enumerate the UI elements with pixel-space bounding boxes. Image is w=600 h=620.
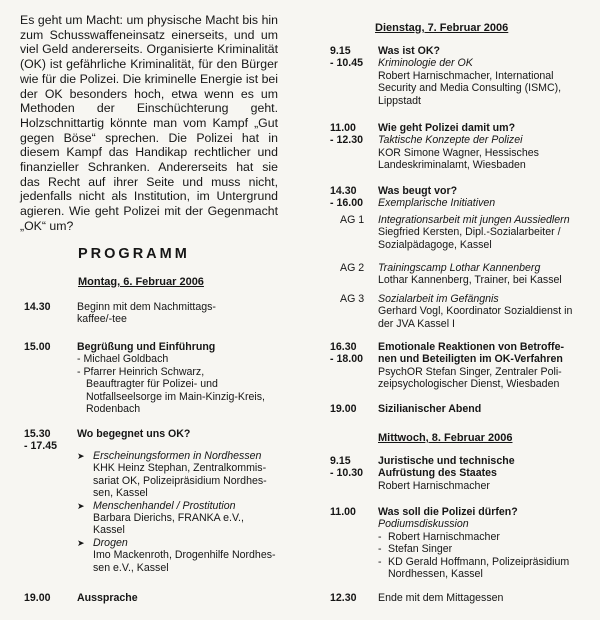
- entry-title: Was ist OK?: [378, 45, 441, 57]
- entry-title-cont: nen und Beteiligten im OK-Verfahren: [378, 353, 563, 366]
- entry-subtitle: Taktische Konzepte der Polizei: [378, 134, 523, 147]
- ag-title: Trainingscamp Lothar Kannenberg: [378, 262, 541, 274]
- item-line: Kassel: [93, 524, 125, 537]
- entry-title: Was beugt vor?: [378, 185, 458, 197]
- item-line: sen, Kassel: [93, 487, 148, 500]
- intro-text: Es geht um Macht: um physische Macht bis hin zum Schusswaffeneinsatz einerseits, und um viel Geld andererseits. Organisierte Kriminalität (OK) ist gefährliche Kriminalität, für den Bürger wie für die Polizei. Die kriminelle Energie ist bei der OK besonders hoch, etwa wenn es um Methoden der Einschüchterung geht. Holzschnittartig könnte man vom Kampf „Gut gegen Böse“ sprechen. Die Polizei hat in diesem Kampf das Handikap rechtlicher und finanzieller Schranken. Andererseits hat sie das Recht auf ihrer Seite und muss nicht, jedenfalls nicht als Institution, im Untergrund agieren. Wie geht Polizei mit der Gegenmacht „OK“ um?: [20, 13, 278, 233]
- entry-title: Ende mit dem Mittagessen: [378, 592, 504, 604]
- item-line: Imo Mackenroth, Drogenhilfe Nordhes-: [93, 549, 276, 562]
- entry-title: Emotionale Reaktionen von Betroffe-: [378, 341, 565, 353]
- list-item: [77, 450, 317, 500]
- monday-heading: Montag, 6. Februar 2006: [78, 276, 204, 288]
- tuesday-heading: Dienstag, 7. Februar 2006: [375, 22, 509, 34]
- speaker-detail: Beauftragter für Polizei- und: [86, 378, 218, 391]
- programm-title: PROGRAMM: [78, 246, 190, 262]
- arrow-icon: ➤: [77, 537, 85, 548]
- time-end: - 10.30: [330, 467, 363, 480]
- speaker-line: Robert Harnischmacher, International: [378, 69, 554, 82]
- time: [330, 185, 378, 210]
- speaker-line: Lippstadt: [378, 94, 421, 107]
- item-line: sen e.V., Kassel: [93, 561, 169, 574]
- ag-line: Gerhard Vogl, Koordinator Sozialdienst in: [378, 305, 573, 318]
- ag-title: Sozialarbeit im Gefängnis: [378, 293, 499, 305]
- time-end: - 12.30: [330, 134, 363, 147]
- item-title: Menschenhandel / Prostitution: [93, 499, 236, 512]
- time-start: 14.30: [330, 185, 357, 197]
- list-item: [77, 537, 317, 574]
- speaker-line: KOR Simone Wagner, Hessisches: [378, 146, 539, 159]
- time: 11.00: [330, 506, 356, 518]
- item-title: Erscheinungsformen in Nordhessen: [93, 450, 262, 462]
- time: 15.00: [24, 341, 51, 353]
- time-start: 16.30: [330, 341, 357, 353]
- time-end: - 10.45: [330, 57, 363, 70]
- ag-line: der JVA Kassel I: [378, 317, 455, 330]
- time-end: - 17.45: [24, 440, 57, 453]
- item-line: KHK Heinz Stephan, Zentralkommis-: [93, 462, 267, 475]
- arrow-icon: ➤: [77, 451, 85, 461]
- time: [330, 341, 378, 366]
- ag-label: AG 2: [340, 262, 365, 274]
- speaker-line: Landeskriminalamt, Wiesbaden: [378, 159, 526, 172]
- entry-title: Wie geht Polizei damit um?: [378, 122, 516, 134]
- time-end: - 16.00: [330, 197, 363, 210]
- time-start: 9.15: [330, 455, 351, 467]
- ag-title: Integrationsarbeit mit jungen Aussiedlern: [378, 214, 570, 226]
- ag-label: AG 3: [340, 293, 365, 305]
- panel-member: - KD Gerald Hoffmann, Polizeipräsidium: [378, 555, 570, 568]
- time-end: - 18.00: [330, 353, 363, 366]
- speaker-line: Robert Harnischmacher: [378, 479, 490, 492]
- entry-title: Sizilianischer Abend: [378, 403, 482, 415]
- entry-title: Wo begegnet uns OK?: [77, 428, 191, 440]
- ag-label: AG 1: [340, 214, 365, 226]
- time: [24, 428, 72, 453]
- item-line: sariat OK, Polizeipräsidium Nordhes-: [93, 474, 267, 487]
- entry-title-cont: Aufrüstung des Staates: [378, 467, 497, 480]
- time: 19.00: [24, 592, 51, 604]
- time-start: 9.15: [330, 45, 351, 57]
- entry-subtitle: Exemplarische Initiativen: [378, 197, 496, 210]
- speaker-line: Security and Media Consulting (ISMC),: [378, 82, 562, 95]
- speaker-detail: Rodenbach: [86, 403, 141, 416]
- entry-title: Juristische und technische: [378, 455, 515, 467]
- ag-line: Siegfried Kersten, Dipl.-Sozialarbeiter /: [378, 226, 561, 239]
- entry-subtitle: Podiumsdiskussion: [378, 518, 469, 531]
- entry-subtitle: Kriminologie der OK: [378, 57, 473, 70]
- speaker-line: - Michael Goldbach: [77, 353, 169, 366]
- panel-member-detail: Nordhessen, Kassel: [388, 568, 483, 581]
- item-title: Drogen: [93, 536, 128, 549]
- entry-title-cont: kaffee/-tee: [77, 313, 127, 326]
- time-start: 15.30: [24, 428, 51, 440]
- panel-member: - Robert Harnischmacher: [378, 530, 500, 543]
- entry-title: Beginn mit dem Nachmittags-: [77, 301, 216, 313]
- entry-title: Was soll die Polizei dürfen?: [378, 506, 518, 518]
- entry-title: Aussprache: [77, 592, 138, 604]
- speaker-line: PsychOR Stefan Singer, Zentraler Poli-: [378, 365, 562, 378]
- time: 19.00: [330, 403, 357, 415]
- time-start: 11.00: [330, 122, 356, 134]
- wednesday-heading: Mittwoch, 8. Februar 2006: [378, 432, 513, 444]
- arrow-icon: ➤: [77, 500, 85, 511]
- time: [330, 45, 378, 70]
- speaker-line: zeipsychologischer Dienst, Wiesbaden: [378, 378, 560, 391]
- speaker-detail: Notfallseelsorge im Main-Kinzig-Kreis,: [86, 390, 265, 403]
- item-line: Barbara Dierichs, FRANKA e.V.,: [93, 512, 244, 525]
- entry-title: Begrüßung und Einführung: [77, 341, 216, 353]
- list-item: [77, 500, 317, 537]
- time: [330, 455, 378, 480]
- time: [330, 122, 378, 147]
- ag-line: Sozialpädagoge, Kassel: [378, 238, 492, 251]
- time: 14.30: [24, 301, 51, 313]
- ag-line: Lothar Kannenberg, Trainer, bei Kassel: [378, 274, 562, 287]
- time: 12.30: [330, 592, 357, 604]
- panel-member: - Stefan Singer: [378, 543, 453, 556]
- speaker-line: - Pfarrer Heinrich Schwarz,: [77, 365, 205, 378]
